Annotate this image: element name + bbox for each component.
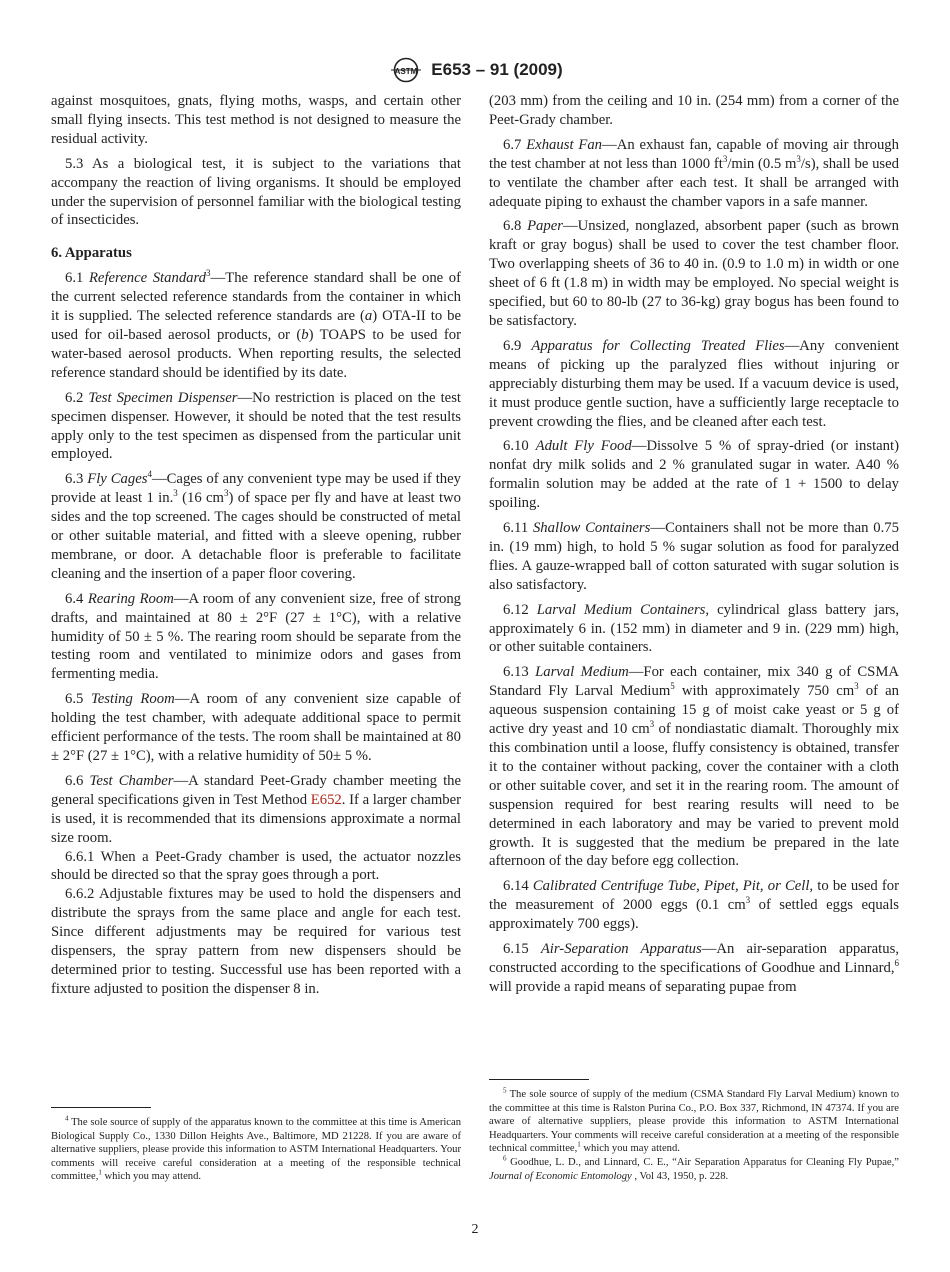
paragraph-5-3: 5.3 As a biological test, it is subject to the variations that accompany the reaction of living organisms. It should be employed under the supervision of personnel familiar with the biological testing of insecticides. [51,155,461,229]
paragraph-6-11: 6.11 Shallow Containers—Containers shall not be more than 0.75 in. (19 mm) high, to hold 5 % sugar solution as food for paralyzed flies. A gauze-wrapped ball of cotton saturated with sugar solution is also satisfactory. [489,520,899,593]
svg-text:ASTM: ASTM [394,67,418,76]
right-column [489,92,899,1003]
paragraph-6-13: 6.13 Larval Medium—For each container, mix 340 g of CSMA Standard Fly Larval Medium$^5$ with approximately 750 $cm^3$ of an aqueous suspension containing 15 g of moist cake yeast or 5 g of active dry yeast and 10 $cm^3$ of nondiastatic diamalt. Thoroughly mix this combination until a loose, fluffy consistency is obtained, transfer it to the container without packing, cover the container with a cloth or other suitable cover, and set it in the rearing room. The amount of suspension required for best rearing results will need to be determined in each laboratory and may be varied to prevent mold growth. It is suggested that the medium be prepared in the late afternoon of the day before egg collection. [489,664,900,870]
paragraph-6-10: 6.10 Adult Fly Food—Dissolve 5 % of spray-dried (or instant) nonfat dry milk solids and 2 % granulated sugar in water. A40 % formalin solution may be added at the rate of 1 + 1500 to delay spoiling. [489,438,899,512]
paragraph-intro: against mosquitoes, gnats, flying moths, wasps, and certain other small flying insects. This test method is not designed to measure the residual activity. [51,93,461,147]
paragraph-6-3: 6.3 Fly Cages$^4$—Cages of any convenient type may be used if they provide at least 1 in.$^3$ (16 $cm^3$) of space per fly and have at least two sides and the top screened. The cages should be constructed of metal or other suitable material, and fitted with a sleeve opening, rubber membrane, or door. A detachable floor is preferable to facilitate cleaning and the insertion of a paper floor covering. [51,469,461,582]
footnotes-left [51,1107,461,1184]
paragraph-6-1: 6.1 Reference Standard$^3$—The reference standard shall be one of the current selected reference standards from the container in which it is supplied. The selected reference standards are (a) OTA-II to be used for oil-based aerosol products, or (b) TOAPS to be used for water-based aerosol products. When reporting results, the selected reference standard should be identified by its date. [51,268,462,381]
page-header [0,56,950,84]
paragraph-6-7: 6.7 Exhaust Fan—An exhaust fan, capable of moving air through the test chamber at not less than 1000 $ft^3/\min$ (0.5 $m^3/s$), shall be used to ventilate the chamber after each test. It shall be arranged with adequate piping to exhaust the chamber vapors in a safe manner. [489,136,899,210]
page-number: 2 [471,1222,479,1237]
paragraph-6-4: 6.4 Rearing Room—A room of any convenient size, free of strong drafts, and maintained at 80 ± 2°F (27 ± 1°C), with a relative humidity of 50 ± 5 %. The rearing room should be separate from the testing room and ventilated to minimize odors and gases from fermenting media. [51,590,462,683]
astm-logo-icon [387,57,425,83]
paragraph-6-6: 6.6 Test Chamber—A standard Peet-Grady chamber meeting the general specifications given in Test Method E652. If a larger chamber is used, it is recommended that its dimensions approximate a normal size room. [51,772,462,846]
paragraph-6-6-2: 6.6.2 Adjustable fixtures may be used to hold the dispensers and distribute the sprays from the same place and angle for each test. Since different adjustments may be required for various test dispensers, the spray pattern from new dispensers should be determined prior to testing. Successful use has been reported with a fixture adjusted to position the dispenser 8 in. [51,886,461,997]
paragraph-6-6-1: 6.6.1 When a Peet-Grady chamber is used, the actuator nozzles should be directed so that the spray goes through a port. [51,848,461,884]
footnote-6: $^6$ Goodhue, L. D., and Linnard, C. E., “Air Separation Apparatus for Cleaning Fly Pupae,” Journal of Economic Entomology , Vol 43, 1950, p. 228. [489,1154,899,1182]
footnote-rule [51,1107,151,1108]
footnote-5: $^5$ The sole source of supply of the medium (CSMA Standard Fly Larval Medium) known to the committee at this time is Ralston Purina Co., P.O. Box 337, Richmond, IN 47374. If you are aware of alternative suppliers, please provide this information to ASTM International Headquarters. Your comments will receive careful consideration at a meeting of the responsible technical committee,$^1$ which you may attend. [489,1086,899,1155]
footnote-rule [489,1079,589,1080]
left-column [51,92,461,999]
paragraph-6-2: 6.2 Test Specimen Dispenser—No restriction is placed on the test specimen dispenser. However, it should be noted that the test results apply only to the test specimen as dispensed from the particular unit employed. [51,389,461,463]
paragraph-6-5: 6.5 Testing Room—A room of any convenient size capable of holding the test chamber, with adequate additional space to permit efficient performance of the tests. The room shall be maintained at 80 ± 2°F (27 ± 1°C), with a relative humidity of 50± 5 %. [51,691,462,764]
paragraph-6-8: 6.8 Paper—Unsized, nonglazed, absorbent paper (such as brown kraft or gray bogus) shall be used to cover the test chamber floor. Two overlapping sheets of 36 to 40 in. (0.9 to 1.0 m) in width or one sheet of 6 ft (1.8 m) in width may be employed. No special weight is specified, but 60 to 80-lb (27 to 36-kg) gray bogus has been found to be satisfactory. [489,218,899,329]
paragraph-continued: (203 mm) from the ceiling and 10 in. (254 mm) from a corner of the Peet-Grady chamber. [489,93,899,128]
paragraph-6-14: 6.14 Calibrated Centrifuge Tube, Pipet, Pit, or Cell, to be used for the measurement of 2000 eggs (0.1 $cm^3$ of settled eggs equals approximately 700 eggs). [489,878,900,933]
paragraph-6-12: 6.12 Larval Medium Containers, cylindrical glass battery jars, approximately 6 in. (152 mm) in diameter and 9 in. (229 mm) high, or other suitable containers. [489,601,899,656]
standard-designation: E653 – 91 (2009) [431,60,563,79]
reference-link-e652[interactable]: E652 [310,791,342,808]
section-heading-apparatus: 6. Apparatus [51,245,132,262]
paragraph-6-15: 6.15 Air-Separation Apparatus—An air-separation apparatus, constructed according to the specifications of Goodhue and Linnard,$^6$ will provide a rapid means of separating pupae from [489,941,899,995]
paragraph-6-9: 6.9 Apparatus for Collecting Treated Flies—Any convenient means of picking up the paralyzed flies without injuring or appreciably disturbing them may be used. If a vacuum device is used, it must produce gentle suction, have a sufficiently large receptacle to prevent crowding the flies, and be cleaned after each test. [489,337,900,430]
footnotes-right [489,1079,899,1183]
footnote-4: $^4$ The sole source of supply of the apparatus known to the committee at this time is American Biological Supply Co., 1330 Dillon Heights Ave., Baltimore, MD 21228. If you are aware of alternative suppliers, please provide this information to ASTM International Headquarters. Your comments will receive careful consideration at a meeting of the responsible technical committee,$^1$ which you may attend. [51,1114,461,1183]
